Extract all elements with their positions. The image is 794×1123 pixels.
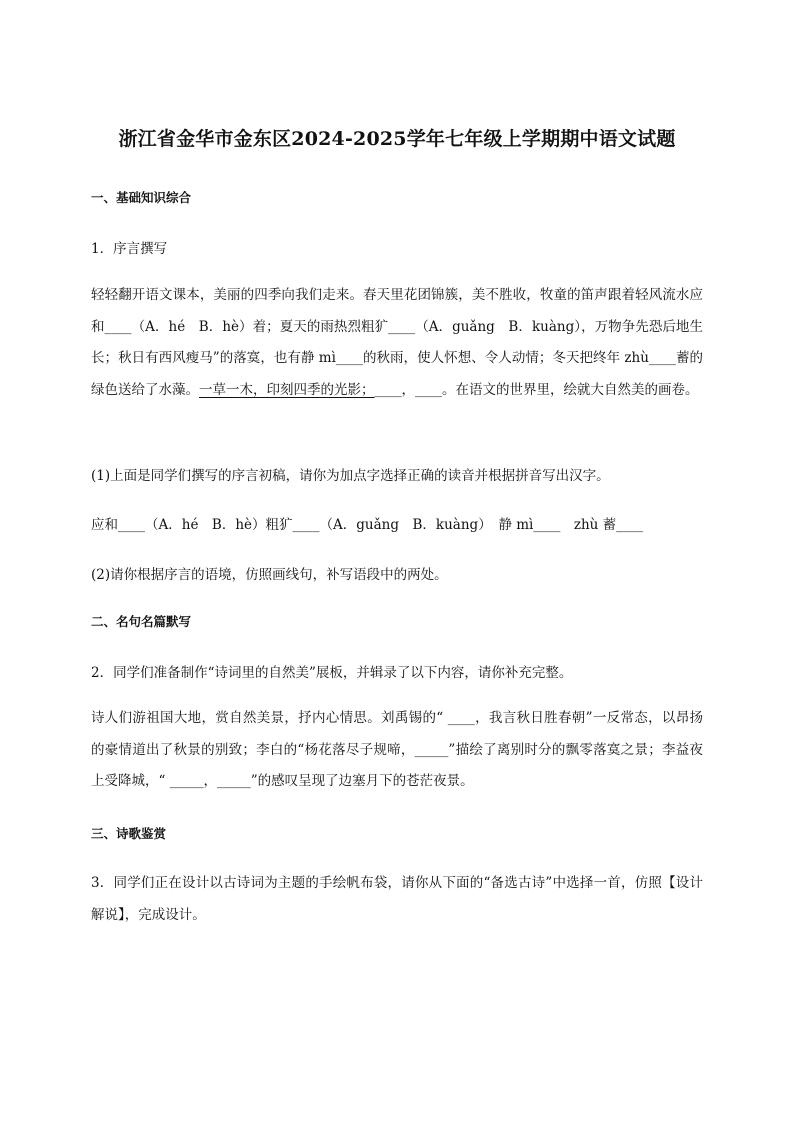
section-heading-recitation: 二、名句名篇默写 — [91, 614, 192, 629]
page-title: 浙江省金华市金东区2024-2025学年七年级上学期期中语文试题 — [118, 128, 676, 150]
question-1-sub-2: (2)请你根据序言的语境，仿照画线句，补写语段中的两处。 — [91, 567, 448, 583]
question-2-heading: 2．同学们准备制作“诗词里的自然美”展板，并辑录了以下内容，请你补充完整。 — [91, 665, 573, 681]
underlined-sentence: 一草一木，印刻四季的光影； — [199, 381, 375, 398]
question-2-passage: 诗人们游祖国大地，赏自然美景，抒内心情思。刘禹锡的“ ____，我言秋日胜春朝”一反常态，以昂扬的豪情道出了秋景的别致；李白的“杨花落尽子规啼，_____”描绘了离别时分的飘零落寞之景；李益夜上受降城，“ _____，_____”的感叹呈现了边塞月下的苍茫夜景。 — [91, 710, 703, 789]
section-heading-poetry: 三、诗歌鉴赏 — [91, 826, 167, 841]
section-heading-basic-knowledge: 一、基础知识综合 — [91, 190, 192, 205]
question-1-heading: 1．序言撰写 — [91, 241, 168, 257]
question-3-passage: 3．同学们正在设计以古诗词为主题的手绘帆布袋，请你从下面的“备选古诗”中选择一首，仿照【设计解说】，完成设计。 — [91, 875, 703, 923]
passage-tail: ____，____。在语文的世界里，绘就大自然美的画卷。 — [374, 381, 699, 398]
question-1-passage — [91, 280, 703, 406]
question-1-sub-1: (1)上面是同学们撰写的序言初稿，请你为加点字选择正确的读音并根据拼音写出汉字。 — [91, 468, 610, 484]
passage-text: 轻轻翻开语文课本，美丽的四季向我们走来。春天里花团锦簇，美不胜收，牧童的笛声跟着轻风流水应和____（A．hé B．hè）着；夏天的雨热烈粗犷____（A．guǎng B．kuàng），万物争先恐后地生长；秋日有西风瘦马”的落寞，也有静 mì____的秋雨，使人怀想、令人动情；冬天把终年 zhù____蓄的绿色送给了水藻。 — [91, 287, 703, 398]
question-1-answer-line: 应和____（A．hé B．hè）粗犷____（A．guǎng B．kuàng） 静 mì____ zhù 蓄____ — [91, 517, 644, 533]
